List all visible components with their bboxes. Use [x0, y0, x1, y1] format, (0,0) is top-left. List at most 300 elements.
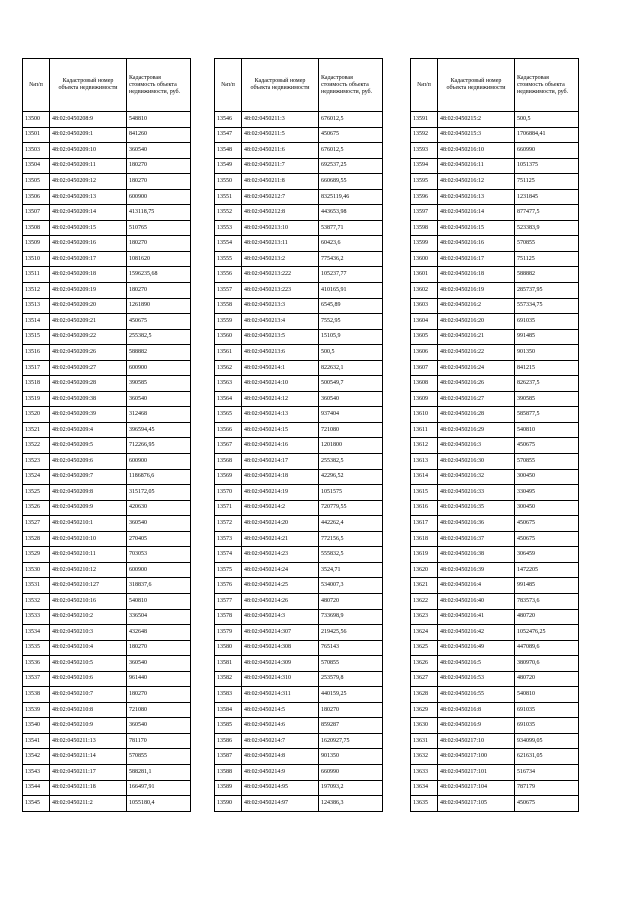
table-row: [23, 376, 191, 392]
table-row: [411, 112, 579, 128]
cadastral-number: 48:02:0450216:10: [438, 143, 515, 159]
table-row: [411, 376, 579, 392]
row-number: 13565: [215, 407, 242, 423]
cadastral-value: 1620927,75: [319, 733, 383, 749]
table-row: [411, 562, 579, 578]
row-number: 13627: [411, 671, 438, 687]
table-row: [411, 314, 579, 330]
cadastral-value: 500549,7: [319, 376, 383, 392]
cadastral-number: 48:02:0450209:28: [50, 376, 127, 392]
table-row: [215, 158, 383, 174]
table-row: [23, 454, 191, 470]
cadastral-value: 934099,05: [515, 733, 579, 749]
cadastral-value: 1186876,6: [127, 469, 191, 485]
cadastral-number: 48:02:0450210:5: [50, 656, 127, 672]
table-row: [411, 609, 579, 625]
row-number: 13563: [215, 376, 242, 392]
header-num: №п/п: [411, 59, 438, 112]
cadastral-number: 48:02:0450216:11: [438, 158, 515, 174]
cadastral-value: 570855: [127, 749, 191, 765]
table-row: [23, 625, 191, 641]
cadastral-number: 48:02:0450214:97: [242, 796, 319, 812]
table-row: [23, 283, 191, 299]
cadastral-number: 48:02:0450214:20: [242, 516, 319, 532]
table-row: [411, 593, 579, 609]
cadastral-value: 555832,5: [319, 547, 383, 563]
row-number: 13535: [23, 640, 50, 656]
row-number: 13537: [23, 671, 50, 687]
cadastral-number: 48:02:0450213:3: [242, 298, 319, 314]
cadastral-value: 772156,5: [319, 531, 383, 547]
table-row: [411, 407, 579, 423]
cadastral-number: 48:02:0450209:6: [50, 454, 127, 470]
row-number: 13614: [411, 469, 438, 485]
row-number: 13582: [215, 671, 242, 687]
table-row: [215, 267, 383, 283]
row-number: 13605: [411, 329, 438, 345]
row-number: 13579: [215, 625, 242, 641]
cadastral-number: 48:02:0450216:19: [438, 283, 515, 299]
row-number: 13551: [215, 189, 242, 205]
row-number: 13626: [411, 656, 438, 672]
cadastral-value: 751125: [515, 251, 579, 267]
cadastral-number: 48:02:0450214:12: [242, 391, 319, 407]
cadastral-number: 48:02:0450213:6: [242, 345, 319, 361]
cadastral-number: 48:02:0450209:14: [50, 205, 127, 221]
row-number: 13585: [215, 718, 242, 734]
row-number: 13568: [215, 454, 242, 470]
cadastral-value: 783573,6: [515, 593, 579, 609]
row-number: 13590: [215, 796, 242, 812]
row-number: 13508: [23, 220, 50, 236]
row-number: 13625: [411, 640, 438, 656]
cadastral-number: 48:02:0450216:28: [438, 407, 515, 423]
cadastral-value: 787179: [515, 780, 579, 796]
table-row: [23, 531, 191, 547]
cadastral-value: 703053: [127, 547, 191, 563]
row-number: 13630: [411, 718, 438, 734]
row-number: 13607: [411, 360, 438, 376]
cadastral-value: 570855: [319, 656, 383, 672]
cadastral-number: 48:02:0450214:310: [242, 671, 319, 687]
cadastral-value: 255382,5: [319, 454, 383, 470]
cadastral-value: 600900: [127, 189, 191, 205]
cadastral-number: 48:02:0450216:53: [438, 671, 515, 687]
cadastral-value: 413118,75: [127, 205, 191, 221]
row-number: 13584: [215, 702, 242, 718]
cadastral-value: 660990: [319, 764, 383, 780]
cadastral-number: 48:02:0450210:9: [50, 718, 127, 734]
table-row: [23, 702, 191, 718]
row-number: 13516: [23, 345, 50, 361]
cadastral-number: 48:02:0450216:26: [438, 376, 515, 392]
cadastral-number: 48:02:0450216:3: [438, 438, 515, 454]
cadastral-value: 1051575: [319, 485, 383, 501]
cadastral-number: 48:02:0450210:1: [50, 516, 127, 532]
cadastral-number: 48:02:0450216:49: [438, 640, 515, 656]
cadastral-value: 300450: [515, 469, 579, 485]
cadastral-value: 523383,9: [515, 220, 579, 236]
row-number: 13506: [23, 189, 50, 205]
cadastral-number: 48:02:0450216:12: [438, 174, 515, 190]
table-row: [215, 407, 383, 423]
cadastral-value: 7552,95: [319, 314, 383, 330]
header-cadastral-number: Кадастровый номер объекта недвижимости: [242, 59, 319, 112]
header-num: №п/п: [215, 59, 242, 112]
cadastral-number: 48:02:0450210:127: [50, 578, 127, 594]
table-row: [411, 158, 579, 174]
table-row: [23, 547, 191, 563]
cadastral-number: 48:02:0450214:1: [242, 360, 319, 376]
cadastral-number: 48:02:0450214:2: [242, 500, 319, 516]
table-row: [411, 329, 579, 345]
cadastral-number: 48:02:0450211:7: [242, 158, 319, 174]
row-number: 13623: [411, 609, 438, 625]
table-row: [215, 438, 383, 454]
table-row: [23, 174, 191, 190]
row-number: 13562: [215, 360, 242, 376]
cadastral-value: 510765: [127, 220, 191, 236]
row-number: 13606: [411, 345, 438, 361]
row-number: 13615: [411, 485, 438, 501]
table-row: [23, 687, 191, 703]
table-row: [411, 220, 579, 236]
cadastral-value: 600900: [127, 454, 191, 470]
cadastral-number: 48:02:0450210:2: [50, 609, 127, 625]
row-number: 13611: [411, 422, 438, 438]
cadastral-value: 180270: [319, 702, 383, 718]
cadastral-number: 48:02:0450216:21: [438, 329, 515, 345]
row-number: 13617: [411, 516, 438, 532]
cadastral-value: 300450: [515, 500, 579, 516]
table-row: [215, 376, 383, 392]
row-number: 13581: [215, 656, 242, 672]
cadastral-number: 48:02:0450212:7: [242, 189, 319, 205]
cadastral-value: 42296,52: [319, 469, 383, 485]
cadastral-value: 105237,77: [319, 267, 383, 283]
cadastral-value: 15105,9: [319, 329, 383, 345]
table-row: [215, 718, 383, 734]
cadastral-number: 48:02:0450209:12: [50, 174, 127, 190]
cadastral-number: 48:02:0450216:14: [438, 205, 515, 221]
cadastral-value: 1706884,41: [515, 127, 579, 143]
cadastral-number: 48:02:0450216:4: [438, 578, 515, 594]
cadastral-number: 48:02:0450210:8: [50, 702, 127, 718]
row-number: 13619: [411, 547, 438, 563]
table-row: [23, 329, 191, 345]
table-row: [215, 205, 383, 221]
row-number: 13550: [215, 174, 242, 190]
header-cadastral-number: Кадастровый номер объекта недвижимости: [50, 59, 127, 112]
cadastral-value: 1051375: [515, 158, 579, 174]
table-row: [23, 236, 191, 252]
cadastral-value: 570855: [515, 454, 579, 470]
table-row: [411, 469, 579, 485]
cadastral-value: 360540: [127, 656, 191, 672]
table-row: [215, 314, 383, 330]
row-number: 13633: [411, 764, 438, 780]
cadastral-number: 48:02:0450214:16: [242, 438, 319, 454]
cadastral-number: 48:02:0450213:10: [242, 220, 319, 236]
table-row: [23, 640, 191, 656]
table-row: [411, 500, 579, 516]
cadastral-value: 540810: [127, 593, 191, 609]
table-row: [215, 796, 383, 812]
table-row: [215, 298, 383, 314]
cadastral-number: 48:02:0450216:22: [438, 345, 515, 361]
table-row: [215, 671, 383, 687]
table-row: [23, 267, 191, 283]
table-row: [215, 422, 383, 438]
table-row: [23, 562, 191, 578]
table-row: [411, 749, 579, 765]
cadastral-number: 48:02:0450216:37: [438, 531, 515, 547]
cadastral-number: 48:02:0450209:38: [50, 391, 127, 407]
table-row: [411, 454, 579, 470]
table-row: [411, 189, 579, 205]
cadastral-number: 48:02:0450210:3: [50, 625, 127, 641]
row-number: 13542: [23, 749, 50, 765]
cadastral-value: 180270: [127, 158, 191, 174]
cadastral-number: 48:02:0450210:6: [50, 671, 127, 687]
row-number: 13509: [23, 236, 50, 252]
cadastral-number: 48:02:0450209:20: [50, 298, 127, 314]
table-row: [215, 593, 383, 609]
table-row: [23, 485, 191, 501]
table-row: [215, 127, 383, 143]
table-row: [411, 485, 579, 501]
row-number: 13553: [215, 220, 242, 236]
cadastral-value: 447089,6: [515, 640, 579, 656]
cadastral-value: 8325119,46: [319, 189, 383, 205]
table-row: [215, 687, 383, 703]
table-row: [23, 656, 191, 672]
table-row: [215, 329, 383, 345]
table-row: [411, 236, 579, 252]
row-number: 13571: [215, 500, 242, 516]
cadastral-value: 676012,5: [319, 143, 383, 159]
table-header-row: [23, 59, 191, 112]
cadastral-number: 48:02:0450212:8: [242, 205, 319, 221]
row-number: 13501: [23, 127, 50, 143]
row-number: 13634: [411, 780, 438, 796]
cadastral-number: 48:02:0450209:39: [50, 407, 127, 423]
cadastral-value: 480720: [319, 593, 383, 609]
cadastral-number: 48:02:0450211:14: [50, 749, 127, 765]
table-row: [215, 360, 383, 376]
table-row: [23, 422, 191, 438]
row-number: 13631: [411, 733, 438, 749]
row-number: 13635: [411, 796, 438, 812]
cadastral-value: 432648: [127, 625, 191, 641]
cadastral-number: 48:02:0450211:2: [50, 796, 127, 812]
row-number: 13612: [411, 438, 438, 454]
cadastral-number: 48:02:0450216:40: [438, 593, 515, 609]
cadastral-number: 48:02:0450216:18: [438, 267, 515, 283]
cadastral-value: 720779,55: [319, 500, 383, 516]
table-row: [215, 236, 383, 252]
row-number: 13526: [23, 500, 50, 516]
cadastral-number: 48:02:0450209:4: [50, 422, 127, 438]
cadastral-value: 721080: [127, 702, 191, 718]
row-number: 13629: [411, 702, 438, 718]
table-row: [23, 127, 191, 143]
cadastral-value: 600900: [127, 360, 191, 376]
table-row: [23, 609, 191, 625]
cadastral-number: 48:02:0450214:307: [242, 625, 319, 641]
row-number: 13574: [215, 547, 242, 563]
cadastral-value: 691035: [515, 702, 579, 718]
row-number: 13578: [215, 609, 242, 625]
row-number: 13566: [215, 422, 242, 438]
cadastral-value: 450675: [127, 314, 191, 330]
cadastral-value: 1472205: [515, 562, 579, 578]
row-number: 13543: [23, 764, 50, 780]
cadastral-value: 1231845: [515, 189, 579, 205]
table-row: [411, 143, 579, 159]
cadastral-value: 765143: [319, 640, 383, 656]
table-row: [411, 780, 579, 796]
row-number: 13608: [411, 376, 438, 392]
cadastral-value: 691035: [515, 718, 579, 734]
table-row: [411, 531, 579, 547]
row-number: 13583: [215, 687, 242, 703]
row-number: 13595: [411, 174, 438, 190]
row-number: 13554: [215, 236, 242, 252]
cadastral-value: 540810: [515, 422, 579, 438]
row-number: 13594: [411, 158, 438, 174]
cadastral-number: 48:02:0450217:100: [438, 749, 515, 765]
cadastral-number: 48:02:0450214:9: [242, 764, 319, 780]
cadastral-value: 450675: [515, 438, 579, 454]
cadastral-number: 48:02:0450211:8: [242, 174, 319, 190]
cadastral-value: 360540: [319, 391, 383, 407]
row-number: 13515: [23, 329, 50, 345]
cadastral-number: 48:02:0450209:22: [50, 329, 127, 345]
table-header-row: [411, 59, 579, 112]
cadastral-number: 48:02:0450216:39: [438, 562, 515, 578]
cadastral-value: 480720: [515, 609, 579, 625]
row-number: 13534: [23, 625, 50, 641]
row-number: 13548: [215, 143, 242, 159]
header-num: №п/п: [23, 59, 50, 112]
table-row: [215, 702, 383, 718]
table-row: [215, 531, 383, 547]
row-number: 13533: [23, 609, 50, 625]
cadastral-value: 180270: [127, 236, 191, 252]
table-row: [411, 360, 579, 376]
table-row: [23, 469, 191, 485]
cadastral-value: 330495: [515, 485, 579, 501]
cadastral-value: 961440: [127, 671, 191, 687]
table-row: [411, 298, 579, 314]
row-number: 13536: [23, 656, 50, 672]
cadastral-value: 585877,5: [515, 407, 579, 423]
cadastral-number: 48:02:0450214:24: [242, 562, 319, 578]
cadastral-number: 48:02:0450210:4: [50, 640, 127, 656]
table-row: [411, 718, 579, 734]
row-number: 13609: [411, 391, 438, 407]
cadastral-value: 450675: [515, 796, 579, 812]
cadastral-number: 48:02:0450213:2: [242, 251, 319, 267]
cadastral-value: 420630: [127, 500, 191, 516]
table-row: [23, 733, 191, 749]
row-number: 13525: [23, 485, 50, 501]
row-number: 13622: [411, 593, 438, 609]
row-number: 13527: [23, 516, 50, 532]
table-row: [411, 174, 579, 190]
row-number: 13599: [411, 236, 438, 252]
table-row: [23, 407, 191, 423]
table-row: [215, 220, 383, 236]
cadastral-value: 660689,55: [319, 174, 383, 190]
cadastral-value: 360540: [127, 391, 191, 407]
cadastral-number: 48:02:0450216:29: [438, 422, 515, 438]
table-row: [215, 112, 383, 128]
cadastral-value: 312468: [127, 407, 191, 423]
cadastral-value: 901350: [515, 345, 579, 361]
table-row: [215, 485, 383, 501]
cadastral-value: 180270: [127, 640, 191, 656]
table-row: [411, 625, 579, 641]
table-row: [215, 283, 383, 299]
table-row: [411, 283, 579, 299]
table-row: [215, 749, 383, 765]
table-row: [411, 547, 579, 563]
cadastral-value: 360540: [127, 718, 191, 734]
cadastral-number: 48:02:0450217:105: [438, 796, 515, 812]
cadastral-value: 500,5: [515, 112, 579, 128]
cadastral-value: 841260: [127, 127, 191, 143]
row-number: 13577: [215, 593, 242, 609]
table-row: [411, 267, 579, 283]
row-number: 13632: [411, 749, 438, 765]
cadastral-number: 48:02:0450216:38: [438, 547, 515, 563]
cadastral-number: 48:02:0450214:6: [242, 718, 319, 734]
cadastral-value: 440159,25: [319, 687, 383, 703]
cadastral-number: 48:02:0450210:12: [50, 562, 127, 578]
cadastral-number: 48:02:0450211:17: [50, 764, 127, 780]
cadastral-value: 390585: [127, 376, 191, 392]
cadastral-value: 548810: [127, 112, 191, 128]
cadastral-number: 48:02:0450210:7: [50, 687, 127, 703]
row-number: 13610: [411, 407, 438, 423]
cadastral-number: 48:02:0450213:4: [242, 314, 319, 330]
cadastral-number: 48:02:0450217:101: [438, 764, 515, 780]
header-cadastral-value: Кадастровая стоимость объекта недвижимости, руб.: [319, 59, 383, 112]
row-number: 13507: [23, 205, 50, 221]
table-row: [23, 112, 191, 128]
cadastral-number: 48:02:0450216:36: [438, 516, 515, 532]
table-row: [23, 205, 191, 221]
row-number: 13511: [23, 267, 50, 283]
cadastral-value: 691035: [515, 314, 579, 330]
cadastral-value: 480720: [515, 671, 579, 687]
cadastral-value: 450675: [515, 516, 579, 532]
row-number: 13616: [411, 500, 438, 516]
table-row: [215, 547, 383, 563]
row-number: 13530: [23, 562, 50, 578]
cadastral-number: 48:02:0450216:30: [438, 454, 515, 470]
cadastral-value: 166497,91: [127, 780, 191, 796]
cadastral-number: 48:02:0450216:41: [438, 609, 515, 625]
table-row: [23, 298, 191, 314]
cadastral-number: 48:02:0450216:27: [438, 391, 515, 407]
cadastral-value: 751125: [515, 174, 579, 190]
cadastral-number: 48:02:0450214:26: [242, 593, 319, 609]
cadastral-number: 48:02:0450214:13: [242, 407, 319, 423]
row-number: 13519: [23, 391, 50, 407]
